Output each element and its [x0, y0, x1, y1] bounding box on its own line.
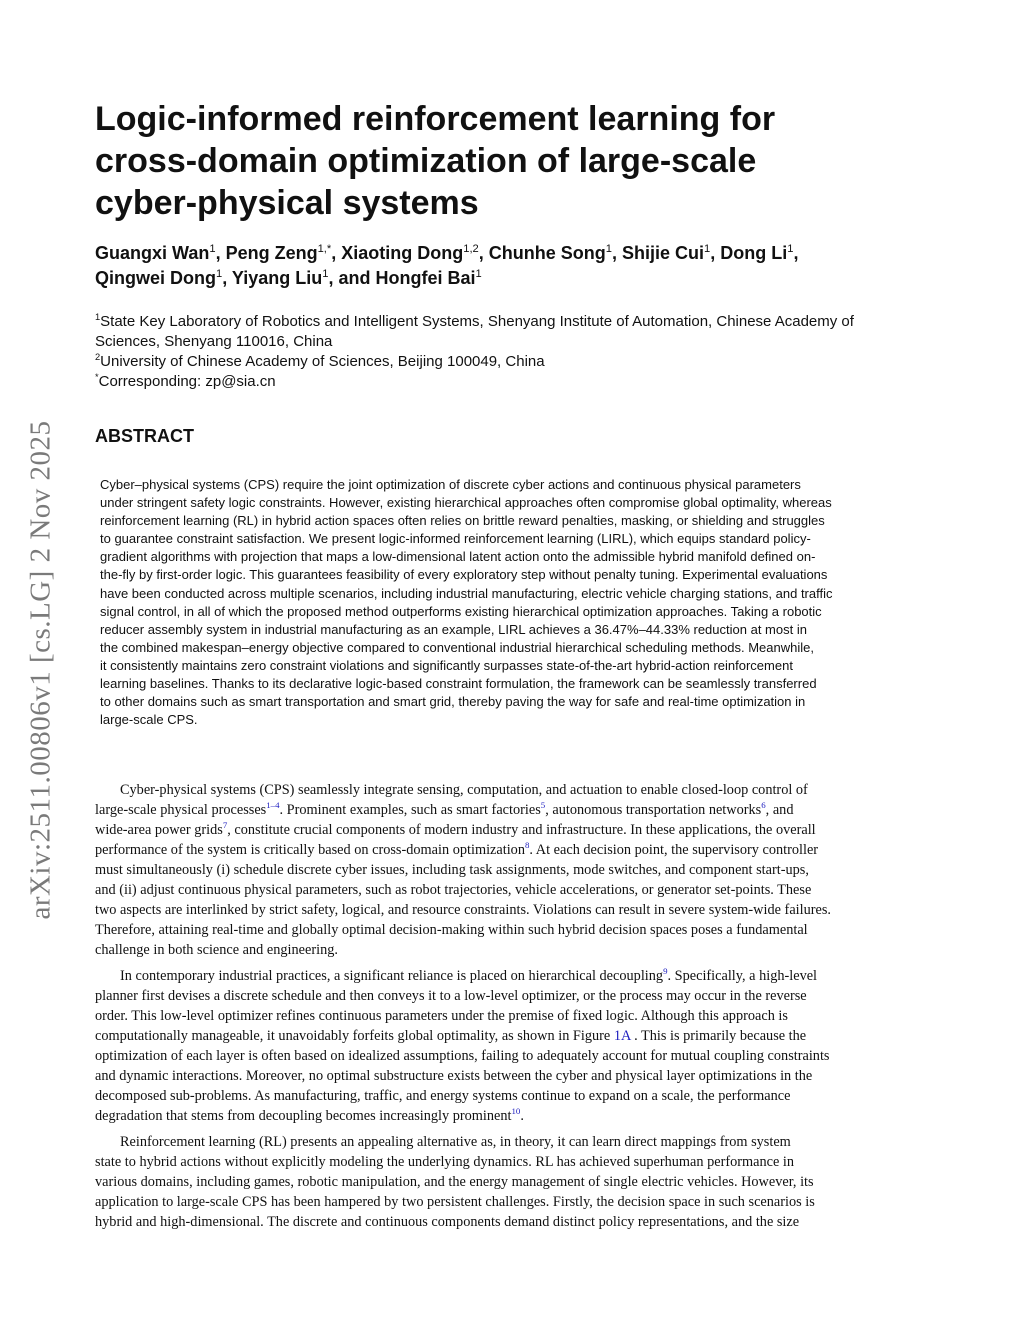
body-text: state to hybrid actions without explicitly modeling the underlying dynamics. RL has achieved superhuman performance in	[95, 1154, 795, 1170]
author-affiliation-mark: 1	[216, 268, 223, 280]
author-separator: ,	[222, 268, 232, 288]
abstract-line: under stringent safety logic constraints. However, existing hierarchical approaches often compromise global optimality, whereas	[100, 495, 832, 511]
body-text: . This is primarily because the	[630, 1028, 807, 1044]
body-line	[95, 1172, 940, 1192]
affiliation-mark: *	[95, 372, 99, 382]
body-text: hybrid and high-dimensional. The discrete and continuous components demand distinct policy representations, and the size	[95, 1214, 800, 1230]
body-text: . At each decision point, the supervisory controller	[529, 842, 819, 858]
body-line	[95, 900, 940, 920]
body-text: challenge in both science and engineering.	[95, 942, 338, 958]
author-affiliation-mark: 1,*	[317, 243, 332, 255]
abstract-line: gradient algorithms with projection that maps a low-dimensional latent action onto the admissible hybrid manifold defined on-	[100, 549, 816, 565]
author-name: Guangxi Wan	[95, 243, 210, 263]
citation-ref: 1–4	[266, 800, 280, 811]
author-list	[95, 241, 955, 291]
body-text: , constitute crucial components of modern industry and infrastructure. In these applications, the overall	[227, 822, 816, 838]
paper-title	[95, 98, 955, 224]
body-text: Therefore, attaining real-time and globally optimal decision-making within such hybrid decision spaces poses a fundamental	[95, 922, 808, 938]
body-text: planner first devises a discrete schedule and then conveys it to a low-level optimizer, or the process may occur in the reverse	[95, 988, 807, 1004]
affiliation-text: University of Chinese Academy of Sciences, Beijing 100049, China	[100, 353, 545, 370]
body-text: . Prominent examples, such as smart factories	[279, 802, 541, 818]
body-text: large-scale physical processes	[95, 802, 267, 818]
body-line	[95, 820, 940, 840]
author-separator: ,	[215, 243, 226, 263]
author-separator: ,	[793, 243, 799, 263]
author-name: Xiaoting Dong	[341, 243, 464, 263]
affiliation-line	[95, 372, 945, 392]
figure-ref: 1A	[613, 1028, 631, 1044]
author-name: Dong Li	[720, 243, 788, 263]
affiliation-line	[95, 332, 945, 352]
abstract-line: signal control, in all of which the proposed method outperforms existing hierarchical optimization approaches. Taking a robotic	[100, 603, 822, 619]
abstract-line: reducer assembly system in industrial manufacturing as an example, LIRL achieves a 36.47%–44.33% reduction at most in	[100, 621, 807, 637]
abstract-line: the-fly by first-order logic. This guarantees feasibility of every exploratory step without penalty tuning. Experimental evaluations	[100, 567, 828, 583]
affiliation-mark: 2	[95, 352, 101, 362]
author-separator: ,	[478, 243, 489, 263]
body-text: performance of the system is critically based on cross-domain optimization	[95, 842, 525, 858]
abstract-line: the combined makespan–energy objective compared to conventional industrial hierarchical scheduling methods. Meanwhile,	[100, 639, 814, 655]
citation-ref: 8	[524, 840, 530, 851]
abstract-heading: ABSTRACT	[95, 426, 194, 446]
abstract-body	[100, 476, 940, 729]
body-line	[95, 986, 940, 1006]
body-text: and (ii) adjust continuous physical parameters, such as robot trajectories, vehicle accelerations, or generator set-points. These	[95, 882, 812, 898]
abstract-line: have been conducted across multiple scenarios, including industrial manufacturing, electric vehicle charging stations, and traffic	[100, 585, 833, 601]
affiliation-text: Corresponding: zp@sia.cn	[98, 373, 276, 390]
body-text: , autonomous transportation networks	[545, 802, 762, 818]
abstract-line: to guarantee constraint satisfaction. We present logic-informed reinforcement learning (LIRL), which equips standard policy-	[100, 531, 811, 547]
author-separator: , and	[328, 268, 376, 288]
abstract-line: learning baselines. Thanks to its declarative logic-based constraint formulation, the framework can be seamlessly transferred	[100, 676, 817, 692]
body-line	[95, 1132, 940, 1152]
affiliation-line	[95, 312, 945, 332]
body-text: optimization of each layer is often based on idealized assumptions, failing to adequately account for mutual coupling constraints	[95, 1048, 830, 1064]
body-text: .	[520, 1108, 524, 1124]
body-text: Cyber-physical systems (CPS) seamlessly integrate sensing, computation, and actuation to enable closed-loop control of	[120, 782, 808, 798]
author-name: Qingwei Dong	[95, 268, 216, 288]
affiliation-mark: 1	[95, 312, 101, 322]
body-text: two aspects are interlinked by strict safety, logical, and resource constraints. Violations can result in severe system-wide failures.	[95, 902, 831, 918]
citation-ref: 7	[222, 820, 228, 831]
body-line	[95, 1066, 940, 1086]
affiliations	[95, 312, 945, 392]
abstract-line: it consistently maintains zero constraint violations and significantly surpasses state-of-the-art hybrid-action reinforcement	[100, 657, 793, 673]
body-text: and dynamic interactions. Moreover, no optimal substructure exists between the cyber and physical layer optimizations in the	[95, 1068, 813, 1084]
body-text: In contemporary industrial practices, a significant reliance is placed on hierarchical decoupling	[120, 968, 664, 984]
body-line	[95, 966, 940, 986]
body-line	[95, 1046, 940, 1066]
author-separator: ,	[611, 243, 622, 263]
body-text: Reinforcement learning (RL) presents an appealing alternative as, in theory, it can learn direct mappings from system	[120, 1134, 791, 1150]
author-line	[95, 266, 955, 291]
title-line: cross-domain optimization of large-scale	[95, 142, 757, 180]
body-line	[95, 1086, 940, 1106]
body-text: , and	[765, 802, 794, 818]
body-line	[95, 860, 940, 880]
body-line	[95, 880, 940, 900]
citation-ref: 6	[761, 800, 766, 811]
body-line	[95, 800, 940, 820]
body-text: various domains, including games, robotic manipulation, and the energy management of single electric vehicles. However, its	[95, 1174, 814, 1190]
author-affiliation-mark: 1	[787, 243, 794, 255]
body-line	[95, 940, 940, 960]
body-text: order. This low-level optimizer refines continuous parameters under the premise of fixed logic. Although this approach is	[95, 1008, 788, 1024]
author-line	[95, 241, 955, 266]
author-separator: ,	[331, 243, 342, 263]
arxiv-identifier-sidebar	[16, 370, 66, 970]
body-line	[95, 780, 940, 800]
body-text: degradation that stems from decoupling becomes increasingly prominent	[95, 1108, 512, 1124]
affiliation-text: State Key Laboratory of Robotics and Intelligent Systems, Shenyang Institute of Automation, Chinese Academy of	[100, 313, 854, 330]
affiliation-text: Sciences, Shenyang 110016, China	[95, 333, 333, 350]
author-affiliation-mark: 1	[704, 243, 711, 255]
title-line: cyber-physical systems	[95, 184, 479, 222]
body-text: application to large-scale CPS has been hampered by two persistent challenges. Firstly, the decision space in such scenarios is	[95, 1194, 815, 1210]
body-paragraph	[95, 780, 940, 960]
body-line	[95, 920, 940, 940]
title-line: Logic-informed reinforcement learning for	[95, 100, 776, 138]
citation-ref: 9	[663, 966, 668, 977]
author-affiliation-mark: 1	[475, 268, 482, 280]
author-name: Hongfei Bai	[375, 268, 476, 288]
body-line	[95, 1212, 940, 1232]
body-line	[95, 1152, 940, 1172]
affiliation-line	[95, 352, 945, 372]
author-name: Shijie Cui	[622, 243, 705, 263]
body-text: . Specifically, a high-level	[667, 968, 818, 984]
arxiv-identifier: arXiv:2511.00806v1 [cs.LG] 2 Nov 2025	[24, 420, 57, 920]
author-affiliation-mark: 1	[605, 243, 612, 255]
abstract-line: large-scale CPS.	[100, 712, 198, 728]
body-text: must simultaneously (i) schedule discrete cyber issues, including task assignments, mode switches, and component start-ups,	[95, 862, 809, 878]
author-affiliation-mark: 1,2	[463, 243, 479, 255]
author-name: Yiyang Liu	[231, 268, 323, 288]
main-body-text	[95, 780, 940, 1238]
body-line	[95, 1006, 940, 1026]
citation-ref: 5	[540, 800, 546, 811]
body-paragraph	[95, 966, 940, 1126]
body-text: wide-area power grids	[95, 822, 223, 838]
body-line	[95, 1026, 940, 1046]
abstract-line: Cyber–physical systems (CPS) require the joint optimization of discrete cyber actions and continuous physical parameters	[100, 477, 801, 492]
author-separator: ,	[710, 243, 721, 263]
author-affiliation-mark: 1	[322, 268, 329, 280]
author-name: Peng Zeng	[225, 243, 318, 263]
abstract-line: to other domains such as smart transportation and smart grid, thereby paving the way for safe and real-time optimization in	[100, 694, 806, 710]
author-affiliation-mark: 1	[209, 243, 216, 255]
body-line	[95, 1192, 940, 1212]
body-text: decomposed sub-problems. As manufacturing, traffic, and energy systems continue to expand on a scale, the performance	[95, 1088, 791, 1104]
author-name: Chunhe Song	[488, 243, 606, 263]
citation-ref: 10	[511, 1106, 521, 1117]
body-line	[95, 840, 940, 860]
body-paragraph	[95, 1132, 940, 1232]
body-line	[95, 1106, 940, 1126]
abstract-line: reinforcement learning (RL) in hybrid action spaces often relies on brittle reward penalties, masking, or shielding and struggles	[100, 513, 825, 529]
body-text: computationally manageable, it unavoidably forfeits global optimality, as shown in Figure	[95, 1028, 614, 1044]
